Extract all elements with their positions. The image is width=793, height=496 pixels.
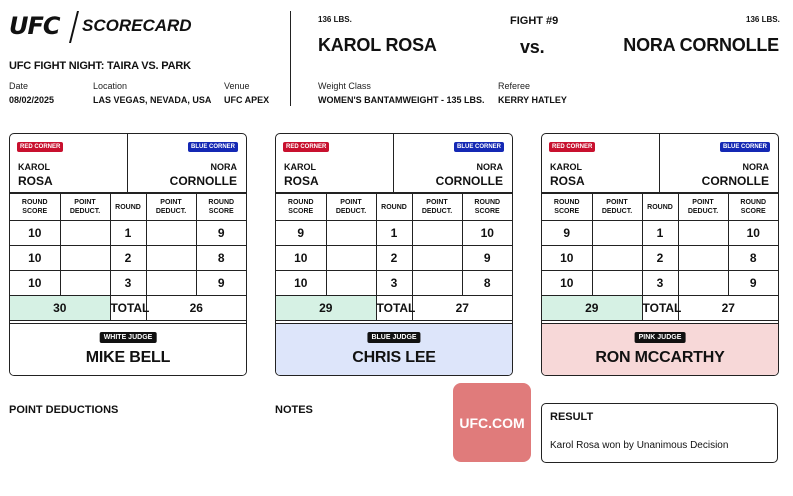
red-first-name: KAROL bbox=[284, 162, 316, 172]
blue-point-deduct-header: POINT DEDUCT. bbox=[412, 194, 462, 221]
total-label: TOTAL bbox=[642, 296, 678, 321]
blue-first-name: NORA bbox=[210, 162, 237, 172]
blue-total: 26 bbox=[146, 296, 246, 321]
ufc-scorecard-logo bbox=[9, 11, 192, 45]
blue-total: 27 bbox=[412, 296, 512, 321]
blue-deduction bbox=[678, 221, 728, 246]
red-total: 30 bbox=[10, 296, 110, 321]
total-row bbox=[542, 296, 778, 321]
blue-point-deduct-header: POINT DEDUCT. bbox=[146, 194, 196, 221]
round-number: 2 bbox=[376, 246, 412, 271]
red-last-name: ROSA bbox=[18, 174, 53, 188]
blue-last-name: CORNOLLE bbox=[435, 174, 503, 188]
notes-title: NOTES bbox=[275, 404, 313, 416]
blue-deduction bbox=[412, 246, 462, 271]
blue-corner-panel bbox=[128, 134, 245, 193]
location-label: Location bbox=[93, 81, 128, 91]
total-label: TOTAL bbox=[376, 296, 412, 321]
round-number: 3 bbox=[642, 271, 678, 296]
red-score: 10 bbox=[10, 271, 60, 296]
scorecard-title: SCORECARD bbox=[82, 16, 192, 35]
fight-number: FIGHT #9 bbox=[510, 15, 559, 27]
blue-round-score-header: ROUND SCORE bbox=[728, 194, 778, 221]
score-header-row bbox=[542, 194, 778, 221]
result-box bbox=[541, 403, 778, 463]
red-first-name: KAROL bbox=[18, 162, 50, 172]
red-score: 10 bbox=[10, 221, 60, 246]
header-divider bbox=[290, 11, 291, 106]
judge-color-badge: WHITE JUDGE bbox=[100, 332, 157, 343]
round-row bbox=[10, 246, 246, 271]
judge-card-pink bbox=[541, 133, 779, 376]
red-corner-panel bbox=[10, 134, 128, 193]
blue-point-deduct-header: POINT DEDUCT. bbox=[678, 194, 728, 221]
round-row bbox=[276, 271, 512, 296]
red-deduction bbox=[592, 246, 642, 271]
corner-header bbox=[276, 134, 512, 193]
blue-score: 10 bbox=[462, 221, 512, 246]
red-deduction bbox=[60, 221, 110, 246]
blue-deduction bbox=[412, 271, 462, 296]
blue-fighter-weight: 136 LBS. bbox=[746, 15, 780, 24]
result-title: RESULT bbox=[550, 411, 594, 423]
round-row bbox=[276, 246, 512, 271]
ufc-logo-text: UFC bbox=[9, 12, 60, 40]
round-row bbox=[542, 271, 778, 296]
event-name: UFC FIGHT NIGHT: TAIRA VS. PARK bbox=[9, 60, 191, 72]
blue-deduction bbox=[412, 221, 462, 246]
red-first-name: KAROL bbox=[550, 162, 582, 172]
red-deduction bbox=[326, 246, 376, 271]
versus-label: vs. bbox=[520, 37, 545, 57]
total-row bbox=[10, 296, 246, 321]
referee-label: Referee bbox=[498, 81, 531, 91]
corner-header bbox=[10, 134, 246, 193]
blue-last-name: CORNOLLE bbox=[169, 174, 237, 188]
blue-deduction bbox=[678, 246, 728, 271]
blue-first-name: NORA bbox=[476, 162, 503, 172]
round-number: 2 bbox=[642, 246, 678, 271]
score-table bbox=[276, 193, 512, 321]
blue-fighter-name: NORA CORNOLLE bbox=[623, 35, 779, 55]
round-number: 3 bbox=[376, 271, 412, 296]
red-deduction bbox=[60, 246, 110, 271]
blue-score: 8 bbox=[462, 271, 512, 296]
red-round-score-header: ROUND SCORE bbox=[10, 194, 60, 221]
red-corner-badge: RED CORNER bbox=[283, 142, 329, 152]
blue-corner-badge: BLUE CORNER bbox=[720, 142, 770, 152]
round-number: 2 bbox=[110, 246, 146, 271]
round-header: ROUND bbox=[110, 194, 146, 221]
blue-deduction bbox=[146, 271, 196, 296]
red-fighter-name: KAROL ROSA bbox=[318, 35, 437, 55]
blue-deduction bbox=[678, 271, 728, 296]
red-score: 10 bbox=[10, 246, 60, 271]
red-deduction bbox=[326, 221, 376, 246]
judge-zone bbox=[542, 323, 778, 376]
red-score: 10 bbox=[276, 271, 326, 296]
blue-score: 8 bbox=[196, 246, 246, 271]
round-row bbox=[542, 246, 778, 271]
round-header: ROUND bbox=[376, 194, 412, 221]
red-total: 29 bbox=[542, 296, 642, 321]
red-corner-panel bbox=[542, 134, 660, 193]
blue-total: 27 bbox=[678, 296, 778, 321]
judge-zone bbox=[10, 323, 246, 376]
blue-corner-badge: BLUE CORNER bbox=[454, 142, 504, 152]
total-row bbox=[276, 296, 512, 321]
red-deduction bbox=[592, 221, 642, 246]
blue-score: 8 bbox=[728, 246, 778, 271]
round-row bbox=[542, 221, 778, 246]
red-point-deduct-header: POINT DEDUCT. bbox=[326, 194, 376, 221]
red-corner-badge: RED CORNER bbox=[17, 142, 63, 152]
blue-last-name: CORNOLLE bbox=[701, 174, 769, 188]
blue-round-score-header: ROUND SCORE bbox=[462, 194, 512, 221]
red-last-name: ROSA bbox=[284, 174, 319, 188]
red-score: 10 bbox=[542, 271, 592, 296]
round-number: 3 bbox=[110, 271, 146, 296]
ufc-com-link[interactable]: UFC.COM bbox=[453, 383, 531, 462]
location-value: LAS VEGAS, NEVADA, USA bbox=[93, 95, 212, 105]
red-point-deduct-header: POINT DEDUCT. bbox=[60, 194, 110, 221]
blue-deduction bbox=[146, 246, 196, 271]
judge-color-badge: BLUE JUDGE bbox=[367, 332, 420, 343]
date-value: 08/02/2025 bbox=[9, 95, 55, 105]
round-number: 1 bbox=[642, 221, 678, 246]
blue-corner-panel bbox=[394, 134, 511, 193]
blue-round-score-header: ROUND SCORE bbox=[196, 194, 246, 221]
blue-corner-badge: BLUE CORNER bbox=[188, 142, 238, 152]
judge-name: MIKE BELL bbox=[85, 349, 171, 366]
score-table bbox=[10, 193, 246, 321]
red-deduction bbox=[326, 271, 376, 296]
date-label: Date bbox=[9, 81, 29, 91]
point-deductions-title: POINT DEDUCTIONS bbox=[9, 404, 119, 416]
blue-score: 9 bbox=[196, 271, 246, 296]
red-score: 10 bbox=[276, 246, 326, 271]
red-fighter-weight: 136 LBS. bbox=[318, 15, 352, 24]
round-number: 1 bbox=[110, 221, 146, 246]
referee-value: KERRY HATLEY bbox=[498, 95, 567, 105]
red-point-deduct-header: POINT DEDUCT. bbox=[592, 194, 642, 221]
round-number: 1 bbox=[376, 221, 412, 246]
red-score: 10 bbox=[542, 246, 592, 271]
round-row bbox=[10, 271, 246, 296]
red-corner-panel bbox=[276, 134, 394, 193]
judge-card-blue bbox=[275, 133, 513, 376]
red-round-score-header: ROUND SCORE bbox=[542, 194, 592, 221]
blue-score: 9 bbox=[728, 271, 778, 296]
red-round-score-header: ROUND SCORE bbox=[276, 194, 326, 221]
result-text: Karol Rosa won by Unanimous Decision bbox=[550, 440, 729, 451]
round-row bbox=[10, 221, 246, 246]
corner-header bbox=[542, 134, 778, 193]
weight-class-label: Weight Class bbox=[318, 81, 371, 91]
judge-name: RON MCCARTHY bbox=[595, 349, 725, 366]
weight-class-value: WOMEN'S BANTAMWEIGHT - 135 LBS. bbox=[318, 95, 485, 105]
blue-first-name: NORA bbox=[742, 162, 769, 172]
red-score: 9 bbox=[542, 221, 592, 246]
logo-slash bbox=[69, 11, 79, 43]
judge-color-badge: PINK JUDGE bbox=[635, 332, 686, 343]
judge-name: CHRIS LEE bbox=[352, 349, 436, 366]
judge-zone bbox=[276, 323, 512, 376]
venue-label: Venue bbox=[224, 81, 250, 91]
score-header-row bbox=[10, 194, 246, 221]
red-deduction bbox=[592, 271, 642, 296]
blue-score: 10 bbox=[728, 221, 778, 246]
total-label: TOTAL bbox=[110, 296, 146, 321]
venue-value: UFC APEX bbox=[224, 95, 270, 105]
blue-corner-panel bbox=[660, 134, 777, 193]
score-table bbox=[542, 193, 778, 321]
judge-card-white bbox=[9, 133, 247, 376]
red-last-name: ROSA bbox=[550, 174, 585, 188]
round-header: ROUND bbox=[642, 194, 678, 221]
round-row bbox=[276, 221, 512, 246]
score-header-row bbox=[276, 194, 512, 221]
red-total: 29 bbox=[276, 296, 376, 321]
blue-deduction bbox=[146, 221, 196, 246]
red-deduction bbox=[60, 271, 110, 296]
red-score: 9 bbox=[276, 221, 326, 246]
blue-score: 9 bbox=[462, 246, 512, 271]
blue-score: 9 bbox=[196, 221, 246, 246]
red-corner-badge: RED CORNER bbox=[549, 142, 595, 152]
